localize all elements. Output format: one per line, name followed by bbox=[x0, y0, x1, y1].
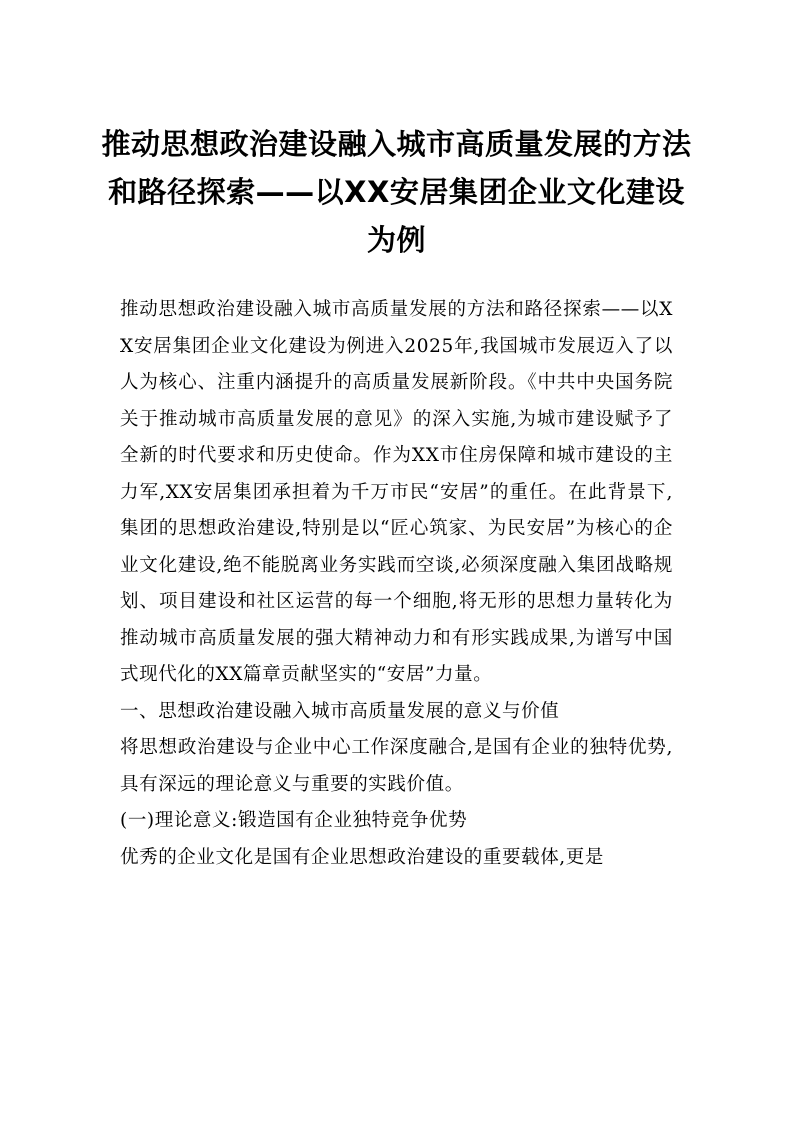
subsection-heading-1: (一)理论意义:锻造国有企业独特竞争优势 bbox=[120, 810, 468, 831]
document-title: 推动思想政治建设融入城市高质量发展的方法和路径探索——以XX安居集团企业文化建设为例 bbox=[101, 127, 692, 257]
section-1-paragraph: 将思想政治建设与企业中心工作深度融合,是国有企业的独特优势,具有深远的理论意义与重要的实践价值。 bbox=[120, 737, 673, 795]
subsection-1-paragraph: 优秀的企业文化是国有企业思想政治建设的重要载体,更是 bbox=[120, 846, 604, 868]
section-heading-1: 一、思想政治建设融入城市高质量发展的意义与价值 bbox=[120, 700, 560, 722]
document-body bbox=[120, 292, 673, 876]
intro-paragraph: 推动思想政治建设融入城市高质量发展的方法和路径探索——以XX安居集团企业文化建设为例进入2025年,我国城市发展迈入了以人为核心、注重内涵提升的高质量发展新阶段。《中共中央国务院关于推动城市高质量发展的意见》的深入实施,为城市建设赋予了全新的时代要求和历史使命。作为XX市住房保障和城市建设的主力军,XX安居集团承担着为千万市民“安居”的重任。在此背景下,集团的思想政治建设,特别是以“匠心筑家、为民安居”为核心的企业文化建设,绝不能脱离业务实践而空谈,必须深度融入集团战略规划、项目建设和社区运营的每一个细胞,将无形的思想力量转化为推动城市高质量发展的强大精神动力和有形实践成果,为谱写中国式现代化的XX篇章贡献坚实的“安居”力量。 bbox=[120, 299, 673, 685]
